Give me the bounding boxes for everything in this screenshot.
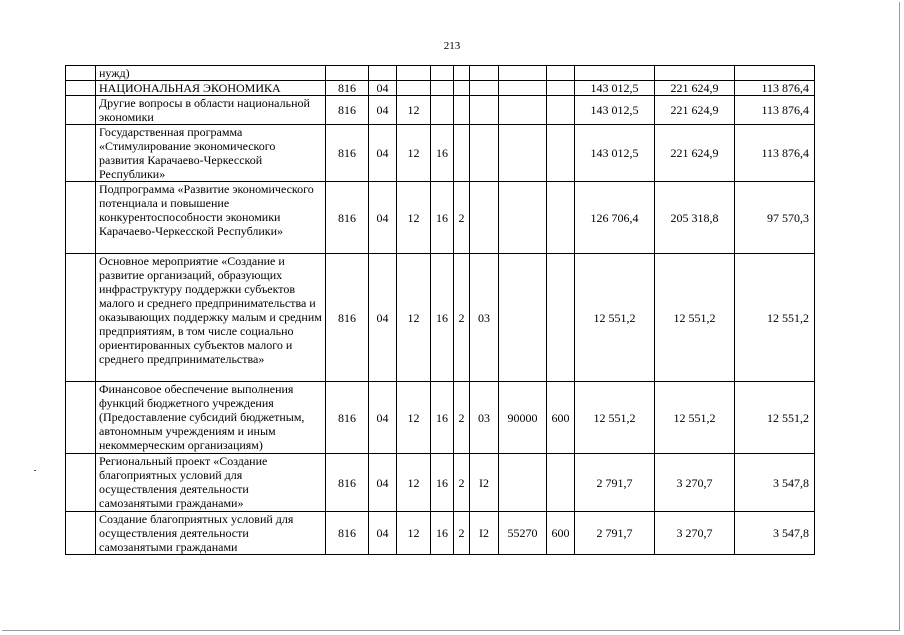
section-code-cell: 04 bbox=[369, 96, 397, 125]
expense-type-cell: 600 bbox=[547, 512, 575, 555]
description-cell: нужд) bbox=[96, 66, 326, 81]
subprogram-code-cell: 2 bbox=[454, 512, 470, 555]
row-number-cell bbox=[66, 382, 96, 454]
subsection-code-cell bbox=[397, 81, 431, 96]
expense-type-cell bbox=[547, 125, 575, 182]
gr-code-cell: 816 bbox=[326, 125, 369, 182]
table-row bbox=[66, 382, 815, 454]
gr-code-cell: 816 bbox=[326, 81, 369, 96]
direction-code-cell: 55270 bbox=[499, 512, 547, 555]
program-code-cell: 16 bbox=[431, 512, 454, 555]
table-row bbox=[66, 81, 815, 96]
activity-code-cell bbox=[470, 81, 499, 96]
amount-year-1-cell: 143 012,5 bbox=[575, 81, 655, 96]
gr-code-cell: 816 bbox=[326, 382, 369, 454]
direction-code-cell bbox=[499, 254, 547, 382]
table-row bbox=[66, 254, 815, 382]
direction-code-cell bbox=[499, 125, 547, 182]
table-row bbox=[66, 125, 815, 182]
direction-code-cell bbox=[499, 66, 547, 81]
description-cell: Подпрограмма «Развитие экономического потенциала и повышение конкурентоспособности экономики Карачаево-Черкесской Республики» bbox=[96, 182, 326, 254]
amount-year-3-cell bbox=[735, 66, 815, 81]
section-code-cell: 04 bbox=[369, 382, 397, 454]
program-code-cell: 16 bbox=[431, 182, 454, 254]
row-number-cell bbox=[66, 512, 96, 555]
table-row bbox=[66, 182, 815, 254]
activity-code-cell bbox=[470, 66, 499, 81]
table-row bbox=[66, 454, 815, 512]
expense-type-cell bbox=[547, 454, 575, 512]
amount-year-1-cell: 12 551,2 bbox=[575, 382, 655, 454]
row-number-cell bbox=[66, 125, 96, 182]
page-number: 213 bbox=[443, 40, 461, 52]
description-cell: Финансовое обеспечение выполнения функций бюджетного учреждения (Предоставление субсидий бюджетным, автономным учреждениям и иным некоммерческим организациям) bbox=[96, 382, 326, 454]
row-number-cell bbox=[66, 454, 96, 512]
program-code-cell: 16 bbox=[431, 454, 454, 512]
amount-year-1-cell: 2 791,7 bbox=[575, 512, 655, 555]
activity-code-cell: I2 bbox=[470, 512, 499, 555]
table-row bbox=[66, 512, 815, 555]
amount-year-1-cell: 143 012,5 bbox=[575, 125, 655, 182]
gr-code-cell: 816 bbox=[326, 512, 369, 555]
amount-year-1-cell: 2 791,7 bbox=[575, 454, 655, 512]
activity-code-cell: 03 bbox=[470, 254, 499, 382]
gr-code-cell: 816 bbox=[326, 96, 369, 125]
section-code-cell bbox=[369, 66, 397, 81]
amount-year-2-cell: 3 270,7 bbox=[655, 512, 735, 555]
expense-type-cell bbox=[547, 81, 575, 96]
amount-year-2-cell: 3 270,7 bbox=[655, 454, 735, 512]
expense-type-cell bbox=[547, 182, 575, 254]
budget-table bbox=[65, 65, 815, 555]
direction-code-cell: 90000 bbox=[499, 382, 547, 454]
activity-code-cell bbox=[470, 96, 499, 125]
row-number-cell bbox=[66, 66, 96, 81]
expense-type-cell bbox=[547, 66, 575, 81]
section-code-cell: 04 bbox=[369, 182, 397, 254]
row-number-cell bbox=[66, 81, 96, 96]
subprogram-code-cell bbox=[454, 81, 470, 96]
subprogram-code-cell bbox=[454, 66, 470, 81]
gr-code-cell: 816 bbox=[326, 182, 369, 254]
subprogram-code-cell: 2 bbox=[454, 254, 470, 382]
subprogram-code-cell: 2 bbox=[454, 454, 470, 512]
description-cell: НАЦИОНАЛЬНАЯ ЭКОНОМИКА bbox=[96, 81, 326, 96]
amount-year-2-cell: 12 551,2 bbox=[655, 254, 735, 382]
expense-type-cell: 600 bbox=[547, 382, 575, 454]
amount-year-3-cell: 113 876,4 bbox=[735, 81, 815, 96]
amount-year-2-cell: 12 551,2 bbox=[655, 382, 735, 454]
amount-year-3-cell: 3 547,8 bbox=[735, 512, 815, 555]
amount-year-1-cell: 126 706,4 bbox=[575, 182, 655, 254]
gr-code-cell: 816 bbox=[326, 454, 369, 512]
subsection-code-cell: 12 bbox=[397, 512, 431, 555]
amount-year-2-cell: 221 624,9 bbox=[655, 81, 735, 96]
row-number-cell bbox=[66, 254, 96, 382]
program-code-cell: 16 bbox=[431, 254, 454, 382]
subsection-code-cell: 12 bbox=[397, 254, 431, 382]
gr-code-cell bbox=[326, 66, 369, 81]
row-number-cell bbox=[66, 96, 96, 125]
description-cell: Региональный проект «Создание благоприятных условий для осуществления деятельности самозанятыми гражданами» bbox=[96, 454, 326, 512]
direction-code-cell bbox=[499, 81, 547, 96]
subsection-code-cell: 12 bbox=[397, 96, 431, 125]
amount-year-2-cell: 221 624,9 bbox=[655, 96, 735, 125]
description-cell: Основное мероприятие «Создание и развитие организаций, образующих инфраструктуру поддержки субъектов малого и среднего предпринимательства и оказывающих поддержку малым и средним предприятиям, в том числе социально ориентированных субъектов малого и среднего предпринимательства» bbox=[96, 254, 326, 382]
amount-year-3-cell: 12 551,2 bbox=[735, 382, 815, 454]
amount-year-1-cell bbox=[575, 66, 655, 81]
gr-code-cell: 816 bbox=[326, 254, 369, 382]
activity-code-cell bbox=[470, 182, 499, 254]
section-code-cell: 04 bbox=[369, 454, 397, 512]
program-code-cell bbox=[431, 66, 454, 81]
section-code-cell: 04 bbox=[369, 81, 397, 96]
budget-table-body bbox=[66, 66, 815, 555]
expense-type-cell bbox=[547, 96, 575, 125]
scan-speck bbox=[34, 470, 36, 471]
amount-year-3-cell: 12 551,2 bbox=[735, 254, 815, 382]
section-code-cell: 04 bbox=[369, 254, 397, 382]
subprogram-code-cell: 2 bbox=[454, 182, 470, 254]
table-row bbox=[66, 96, 815, 125]
amount-year-1-cell: 143 012,5 bbox=[575, 96, 655, 125]
description-cell: Создание благоприятных условий для осуществления деятельности самозанятыми гражданами bbox=[96, 512, 326, 555]
activity-code-cell bbox=[470, 125, 499, 182]
amount-year-2-cell bbox=[655, 66, 735, 81]
subsection-code-cell bbox=[397, 66, 431, 81]
subsection-code-cell: 12 bbox=[397, 454, 431, 512]
amount-year-2-cell: 205 318,8 bbox=[655, 182, 735, 254]
program-code-cell bbox=[431, 96, 454, 125]
section-code-cell: 04 bbox=[369, 125, 397, 182]
program-code-cell: 16 bbox=[431, 125, 454, 182]
description-cell: Другие вопросы в области национальной экономики bbox=[96, 96, 326, 125]
section-code-cell: 04 bbox=[369, 512, 397, 555]
subprogram-code-cell bbox=[454, 96, 470, 125]
activity-code-cell: 03 bbox=[470, 382, 499, 454]
amount-year-1-cell: 12 551,2 bbox=[575, 254, 655, 382]
table-row bbox=[66, 66, 815, 81]
amount-year-3-cell: 113 876,4 bbox=[735, 125, 815, 182]
amount-year-3-cell: 113 876,4 bbox=[735, 96, 815, 125]
expense-type-cell bbox=[547, 254, 575, 382]
subsection-code-cell: 12 bbox=[397, 382, 431, 454]
amount-year-3-cell: 3 547,8 bbox=[735, 454, 815, 512]
direction-code-cell bbox=[499, 454, 547, 512]
direction-code-cell bbox=[499, 182, 547, 254]
amount-year-3-cell: 97 570,3 bbox=[735, 182, 815, 254]
program-code-cell bbox=[431, 81, 454, 96]
amount-year-2-cell: 221 624,9 bbox=[655, 125, 735, 182]
description-cell: Государственная программа «Стимулирование экономического развития Карачаево-Черкесской Республики» bbox=[96, 125, 326, 182]
row-number-cell bbox=[66, 182, 96, 254]
subsection-code-cell: 12 bbox=[397, 125, 431, 182]
subprogram-code-cell bbox=[454, 125, 470, 182]
subsection-code-cell: 12 bbox=[397, 182, 431, 254]
subprogram-code-cell: 2 bbox=[454, 382, 470, 454]
direction-code-cell bbox=[499, 96, 547, 125]
program-code-cell: 16 bbox=[431, 382, 454, 454]
activity-code-cell: I2 bbox=[470, 454, 499, 512]
